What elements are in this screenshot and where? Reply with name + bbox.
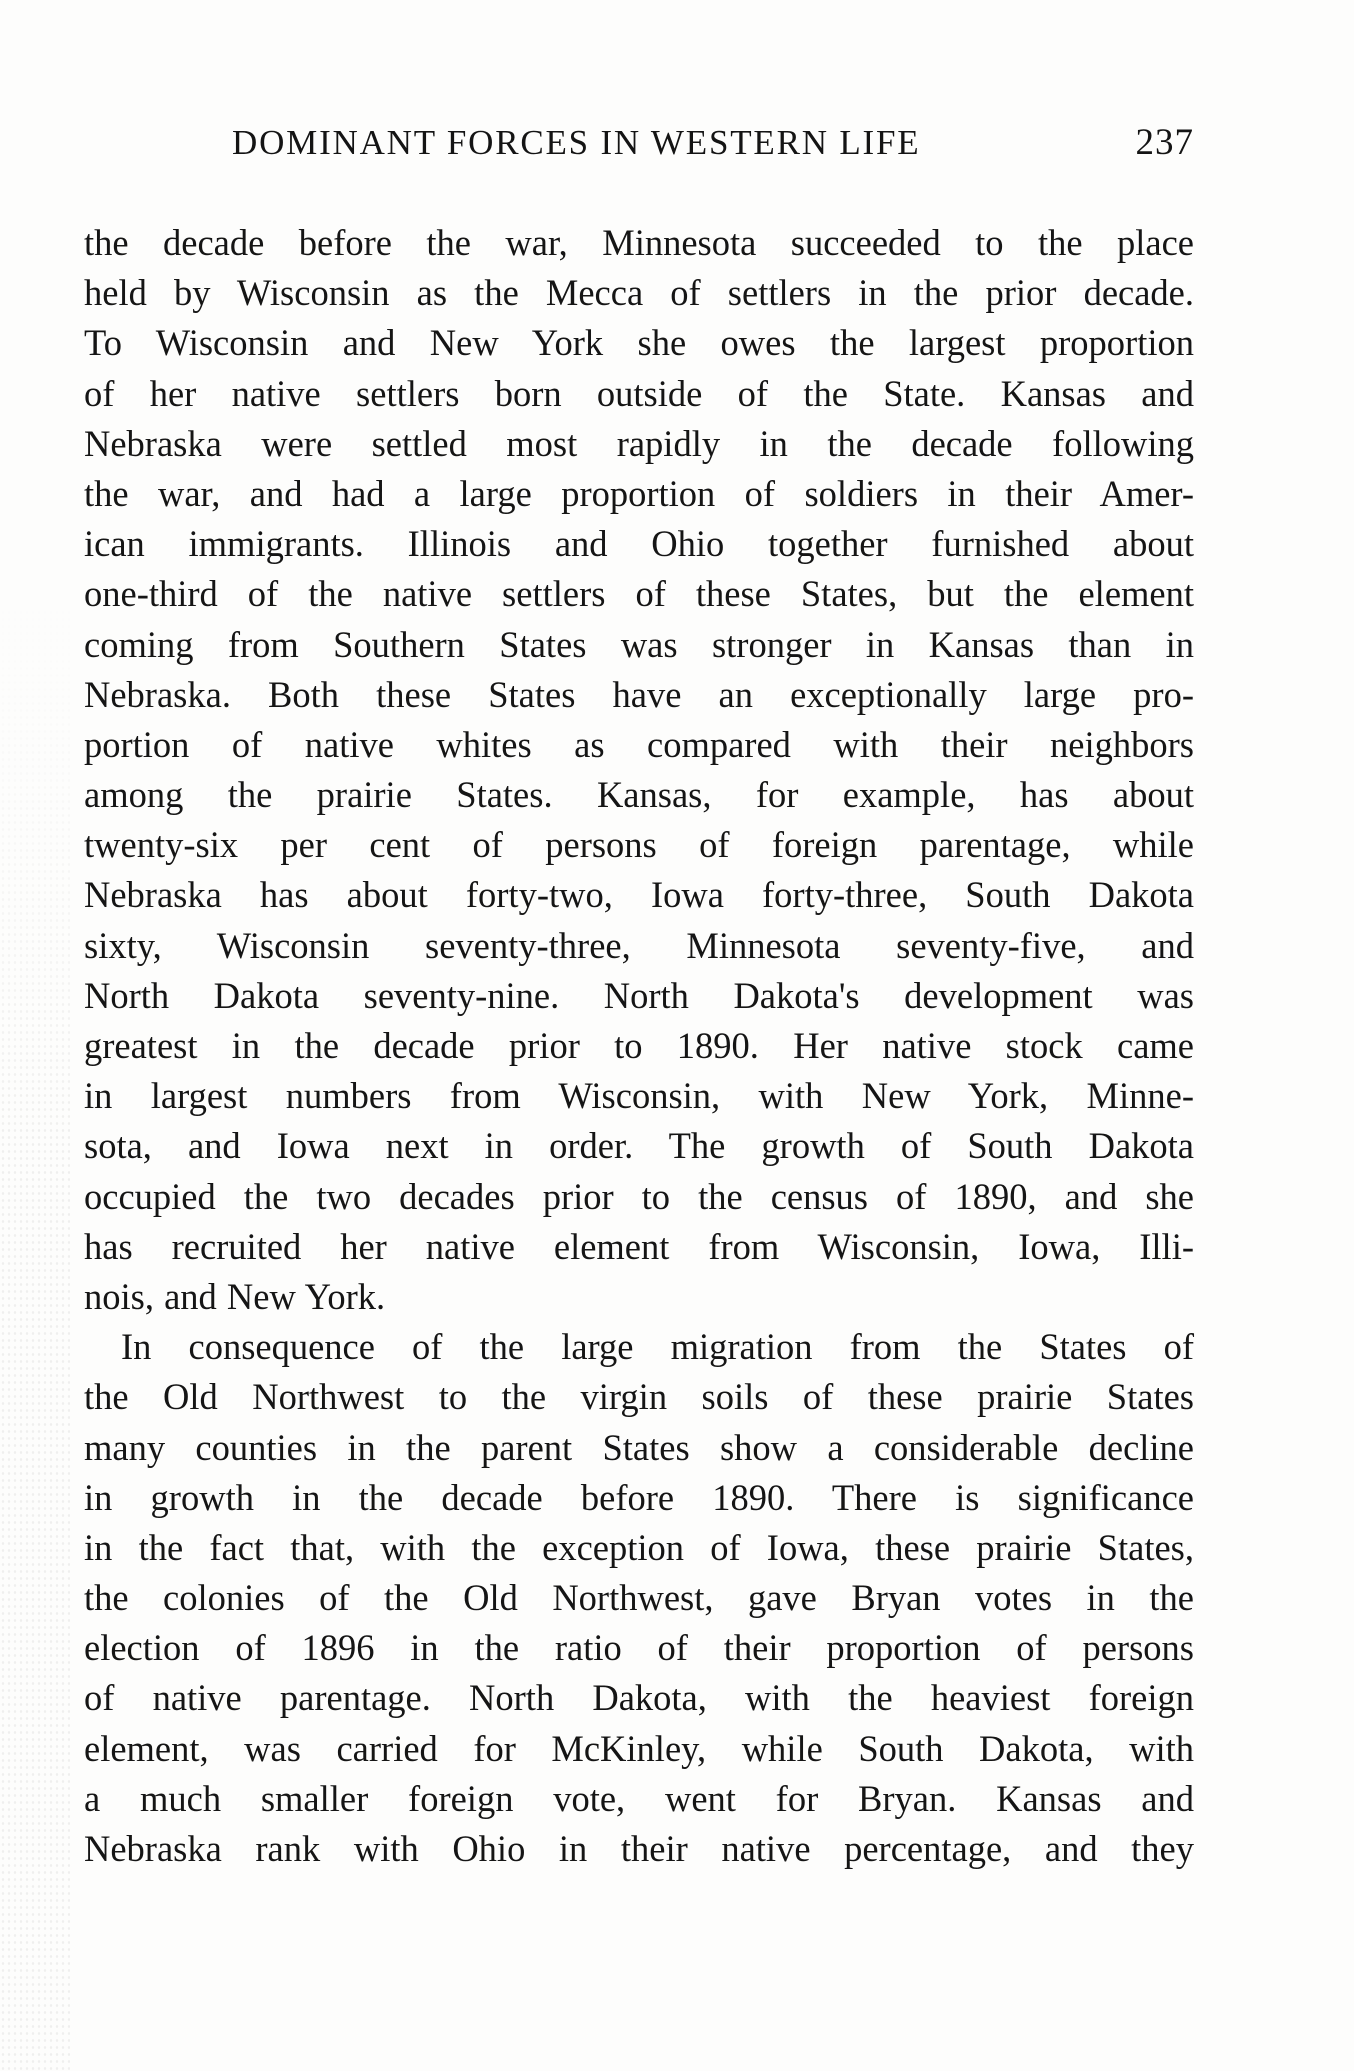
text-line: In consequence of the large migration from the States of <box>121 1326 1194 1368</box>
running-head: DOMINANT FORCES IN WESTERN LIFE <box>232 123 921 162</box>
paragraph-1 <box>84 218 1194 1322</box>
text-line: the Old Northwest to the virgin soils of these prairie States <box>84 1376 1194 1418</box>
page-header <box>232 118 1194 168</box>
text-line: Nebraska. Both these States have an exceptionally large pro- <box>84 673 1194 715</box>
text-line: one-third of the native settlers of these States, but the element <box>84 573 1194 615</box>
text-line: greatest in the decade prior to 1890. Her native stock came <box>84 1025 1194 1066</box>
text-line: of her native settlers born outside of the State. Kansas and <box>84 372 1194 414</box>
text-line: the decade before the war, Minnesota succeeded to the place <box>84 222 1194 263</box>
text-line: coming from Southern States was stronger in Kansas than in <box>84 623 1194 665</box>
page-number: 237 <box>1135 122 1194 163</box>
text-line: held by Wisconsin as the Mecca of settlers in the prior decade. <box>84 272 1194 314</box>
text-line: portion of native whites as compared with their neighbors <box>84 723 1194 765</box>
text-line: nois, and New York. <box>84 1275 386 1317</box>
text-line: Nebraska were settled most rapidly in the decade following <box>84 422 1194 464</box>
text-line: election of 1896 in the ratio of their proportion of persons <box>84 1627 1194 1669</box>
text-line: the colonies of the Old Northwest, gave Bryan votes in the <box>84 1577 1194 1619</box>
text-line: twenty-six per cent of persons of foreign parentage, while <box>84 824 1194 866</box>
text-line: in largest numbers from Wisconsin, with New York, Minne- <box>84 1075 1194 1117</box>
text-line: Nebraska rank with Ohio in their native percentage, and they <box>84 1828 1194 1869</box>
body-text <box>84 218 1194 1874</box>
text-line: of native parentage. North Dakota, with the heaviest foreign <box>84 1677 1194 1719</box>
text-line: Nebraska has about forty-two, Iowa forty-three, South Dakota <box>84 874 1194 916</box>
text-line: sixty, Wisconsin seventy-three, Minnesota seventy-five, and <box>84 924 1194 966</box>
paragraph-2 <box>84 1322 1194 1874</box>
text-line: sota, and Iowa next in order. The growth of South Dakota <box>84 1125 1194 1167</box>
text-line: has recruited her native element from Wisconsin, Iowa, Illi- <box>84 1225 1194 1267</box>
text-line: To Wisconsin and New York she owes the largest proportion <box>84 322 1194 364</box>
text-line: element, was carried for McKinley, while South Dakota, with <box>84 1727 1194 1769</box>
text-line: in the fact that, with the exception of Iowa, these prairie States, <box>84 1526 1194 1568</box>
text-line: many counties in the parent States show a considerable decline <box>84 1426 1194 1468</box>
text-line: ican immigrants. Illinois and Ohio together furnished about <box>84 523 1194 565</box>
text-line: among the prairie States. Kansas, for example, has about <box>84 774 1194 816</box>
text-line: a much smaller foreign vote, went for Bryan. Kansas and <box>84 1777 1194 1819</box>
page-edge-speckle <box>0 0 70 2071</box>
text-line: the war, and had a large proportion of soldiers in their Amer- <box>84 472 1194 514</box>
text-line: North Dakota seventy-nine. North Dakota's development was <box>84 974 1194 1016</box>
text-line: in growth in the decade before 1890. There is significance <box>84 1476 1194 1518</box>
text-line: occupied the two decades prior to the census of 1890, and she <box>84 1175 1194 1217</box>
